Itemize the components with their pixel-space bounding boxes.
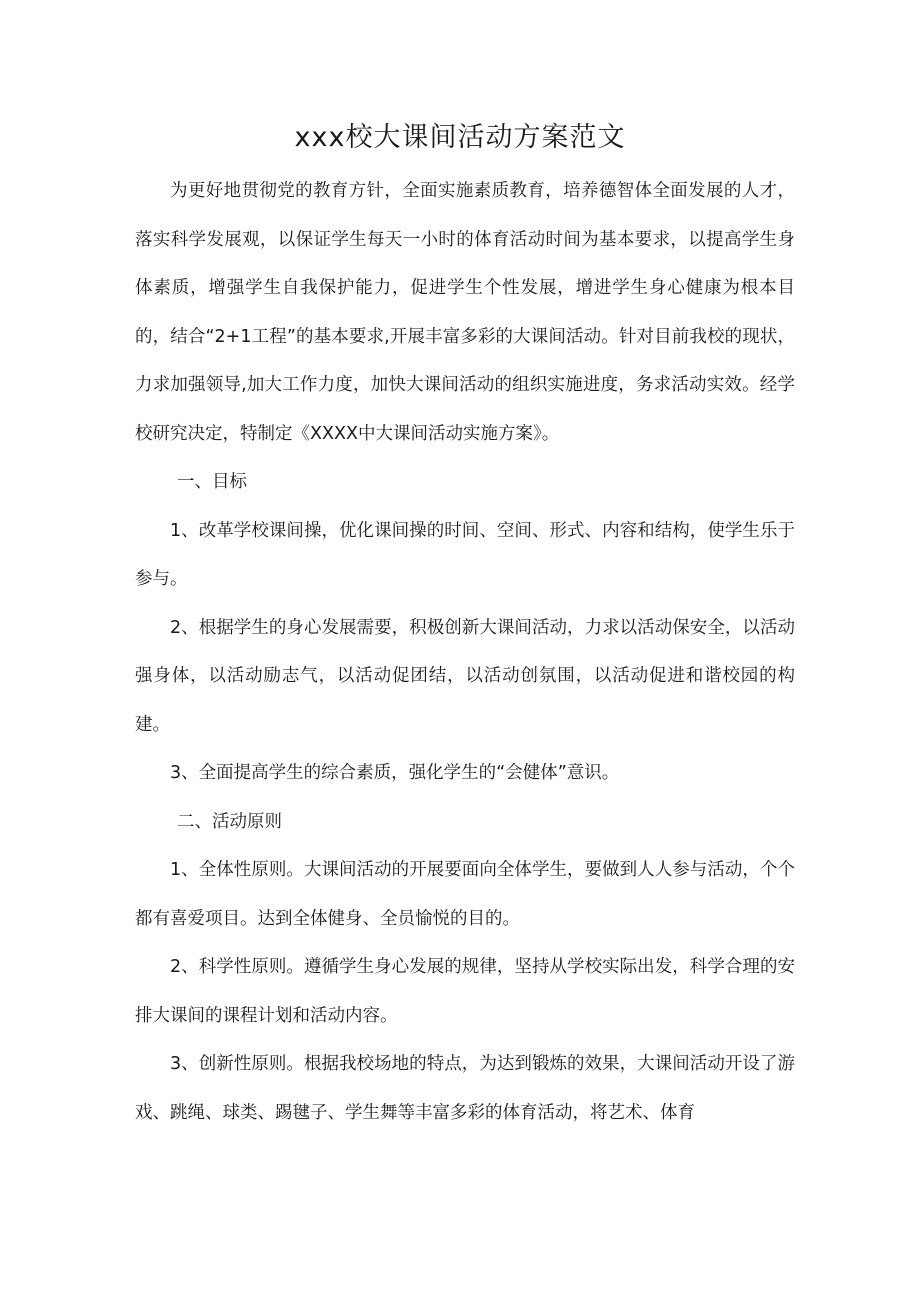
principle-item-2: 2、科学性原则。遵循学生身心发展的规律，坚持从学校实际出发，科学合理的安排大课间的课程计划和活动内容。	[135, 957, 795, 1026]
goal-item-1: 1、改革学校课间操，优化课间操的时间、空间、形式、内容和结构，使学生乐于参与。	[135, 520, 795, 589]
document-body	[135, 167, 795, 1137]
goal-item-3: 3、全面提高学生的综合素质，强化学生的“会健体”意识。	[170, 763, 620, 783]
section-heading-goals: 一、目标	[177, 472, 247, 492]
goal-item-2: 2、根据学生的身心发展需要，积极创新大课间活动，力求以活动保安全，以活动强身体，以活动励志气，以活动促团结，以活动创氛围，以活动促进和谐校园的构建。	[135, 617, 795, 735]
intro-paragraph: 为更好地贯彻党的教育方针，全面实施素质教育，培养德智体全面发展的人才，落实科学发展观，以保证学生每天一小时的体育活动时间为基本要求，以提高学生身体素质，增强学生自我保护能力，促进学生个性发展，增进学生身心健康为根本目的，结合“2+1工程”的基本要求,开展丰富多彩的大课间活动。针对目前我校的现状，力求加强领导,加大工作力度，加快大课间活动的组织实施进度，务求活动实效。经学校研究决定，特制定《XXXX中大课间活动实施方案》。	[135, 181, 795, 444]
document-title: xxx校大课间活动方案范文	[294, 122, 626, 153]
section-heading-principles: 二、活动原则	[177, 811, 282, 832]
principle-item-1: 1、全体性原则。大课间活动的开展要面向全体学生，要做到人人参与活动，个个都有喜爱项目。达到全体健身、全员愉悦的目的。	[135, 860, 795, 929]
principle-item-3: 3、创新性原则。根据我校场地的特点，为达到锻炼的效果，大课间活动开设了游戏、跳绳、球类、踢毽子、学生舞等丰富多彩的体育活动，将艺术、体育	[135, 1054, 795, 1123]
